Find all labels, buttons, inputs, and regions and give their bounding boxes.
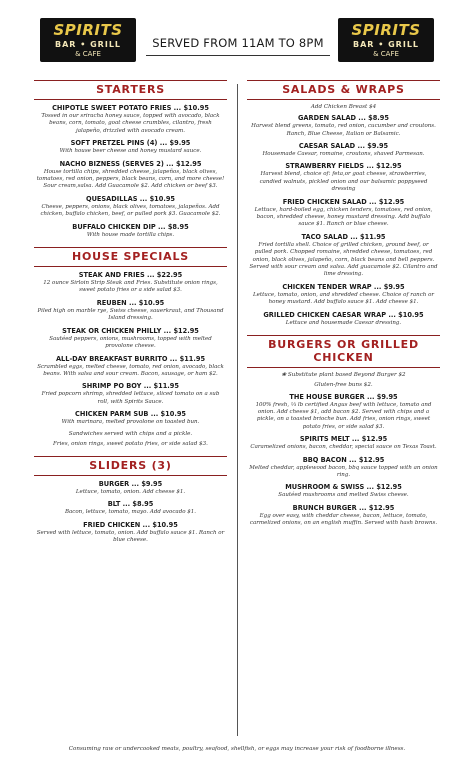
section-heading: STARTERS xyxy=(34,80,227,100)
menu-item-name-price: BLT ... $8.95 xyxy=(107,500,154,509)
menu-item-name-price: ALL-DAY BREAKFAST BURRITO ... $11.95 xyxy=(55,354,206,363)
menu-section-burgers-or-grilled-chicken xyxy=(249,335,438,527)
menu-item xyxy=(36,104,225,135)
menu-item-description: Piled high on marble rye, Swiss cheese, sauerkraut, and Thousand Island dressing. xyxy=(37,307,224,322)
menu-item xyxy=(249,114,438,138)
spirits-logo-right xyxy=(338,18,434,62)
menu-section-house-specials xyxy=(36,247,225,448)
menu-item xyxy=(36,480,225,496)
menu-item xyxy=(249,435,438,451)
menu-item-description: Served with lettuce, tomato, onion. Add buffalo sauce $1. Ranch or blue cheese. xyxy=(36,529,225,544)
logo-line-1: SPIRITS xyxy=(351,21,421,39)
menu-item xyxy=(249,283,438,307)
spirits-logo-left xyxy=(40,18,136,62)
menu-item-description: Lettuce, hard-boiled egg, chicken tenders, tomatoes, red onion, bacon, shredded cheese, honey mustard dressing. Add buffalo sauce $1. Ranch or blue cheese. xyxy=(254,206,433,228)
section-heading: BURGERS OR GRILLED CHICKEN xyxy=(247,335,440,368)
served-hours: SERVED FROM 11AM TO 8PM xyxy=(152,36,324,50)
menu-section-starters xyxy=(36,80,225,239)
menu-item-description: Sautéed peppers, onions, mushrooms, topped with melted provolone cheese. xyxy=(49,335,212,350)
menu-item xyxy=(249,311,438,327)
section-note: Fries, onion rings, sweet potato fries, or side salad $3. xyxy=(53,440,208,447)
menu-item-description: Fried popcorn shrimp, shredded lettuce, sliced tomato on a sub roll, with Spirits Sauce. xyxy=(41,391,220,405)
menu-item xyxy=(36,327,225,351)
section-note: Sandwiches served with chips and a pickle. xyxy=(68,430,193,437)
menu-item-name-price: NACHO BIZNESS (SERVES 2) ... $12.95 xyxy=(59,159,202,168)
menu-item-description: 12 ounce Sirloin Strip Steak and Fries. Substitute onion rings, sweet potato fries or a side salad $3. xyxy=(43,280,218,294)
menu-item-name-price: MUSHROOM & SWISS ... $12.95 xyxy=(285,483,402,492)
menu-item-description: Fried tortilla shell. Choice of grilled chicken, ground beef, or pulled pork. Chopped romaine, shredded cheese, tomatoes, red onion, black olives, jalapeño, corn, black beans and bell peppers. Served with sour cream and salsa. Add guacamole $2. Cilantro and lime dressing. xyxy=(249,241,438,278)
section-note: ❀ Substitute plant based Beyond Burger $2 xyxy=(281,372,406,379)
menu-column-right xyxy=(249,80,438,536)
menu-item-name-price: FRIED CHICKEN SALAD ... $12.95 xyxy=(282,197,405,206)
menu-item-name-price: GRILLED CHICKEN CAESAR WRAP ... $10.95 xyxy=(263,310,424,319)
menu-item-name-price: SPIRITS MELT ... $12.95 xyxy=(299,435,388,444)
menu-item-description: Harvest blend greens, tomato, red onion, cucumber and croutons. Ranch, Blue Cheese, Italian or Balsamic. xyxy=(251,123,436,137)
menu-item xyxy=(249,198,438,229)
logo-line-2: BAR • GRILL xyxy=(352,40,420,49)
menu-item xyxy=(36,500,225,516)
section-note: Gluten-free buns $2. xyxy=(314,382,373,389)
menu-item-name-price: BBQ BACON ... $12.95 xyxy=(302,455,385,464)
menu-item-name-price: STRAWBERRY FIELDS ... $12.95 xyxy=(285,162,402,171)
menu-item-description: Melted cheddar, applewood bacon, bbq sauce topped with an onion ring. xyxy=(249,464,438,478)
menu-item-description: Scrambled eggs, melted cheese, tomato, red onion, avocado, black beans. With salsa and sour cream. Bacon, sausage, or ham $2. xyxy=(37,363,224,377)
menu-item-description: Egg over easy, with cheddar cheese, bacon, lettuce, tomato, carmelized onions, on an english muffin. Served with hash browns. xyxy=(249,512,438,527)
menu-item-description: Sautéed mushrooms and melted Swiss cheese. xyxy=(278,492,409,499)
menu-item-name-price: CHICKEN PARM SUB ... $10.95 xyxy=(74,410,187,419)
menu-item xyxy=(249,483,438,499)
menu-item-description: Harvest blend, choice of: feta,or goat cheese, strawberries, candied walnuts, pickled onion and our balsamic poppyseed dressing xyxy=(259,171,428,193)
menu-item-name-price: BURGER ... $9.95 xyxy=(98,479,163,488)
menu-item-name-price: CAESAR SALAD ... $9.95 xyxy=(298,142,389,151)
menu-section-sliders-3 xyxy=(36,456,225,545)
menu-item xyxy=(249,233,438,279)
menu-item xyxy=(36,355,225,379)
menu-item-description: With marinara, melted provolone on toasted bun. xyxy=(61,419,200,426)
menu-item-description: Housemade Caesar, romaine, croutons, shaved Parmesan. xyxy=(262,151,425,158)
column-divider xyxy=(237,84,238,736)
menu-item xyxy=(36,139,225,155)
menu-item-name-price: FRIED CHICKEN ... $10.95 xyxy=(83,520,178,529)
menu-item-description: With house beer cheese and honey mustard sauce. xyxy=(59,148,202,155)
section-heading: SLIDERS (3) xyxy=(34,456,227,476)
logo-line-2: BAR • GRILL xyxy=(54,40,122,49)
menu-item-name-price: TACO SALAD ... $11.95 xyxy=(301,232,386,241)
menu-item-description: 100% fresh, ⅓ lb certified Angus beef with lettuce, tomato and onion. Add cheese $1, add bacon $2. Served with chips and a pickle, on a toasted brioche bun. Add fries, onion rings, sweet potato fries, or side salad $3. xyxy=(255,401,432,430)
menu-item-name-price: CHIPOTLE SWEET POTATO FRIES ... $10.95 xyxy=(52,104,209,112)
menu-item-description: Lettuce, tomato, onion. Add cheese $1. xyxy=(75,488,186,495)
menu-item xyxy=(36,410,225,426)
served-underline xyxy=(146,55,330,56)
menu-section-salads-wraps xyxy=(249,80,438,327)
menu-item-description: Cheese, peppers, onions, black olives, tomatoes, jalapeños. Add chicken, buffalo chicken, beef, or pulled pork $3. Guacamole $2. xyxy=(40,203,221,218)
menu-item-name-price: GARDEN SALAD ... $8.95 xyxy=(298,114,389,123)
section-heading: HOUSE SPECIALS xyxy=(34,247,227,267)
menu-item xyxy=(36,195,225,219)
section-heading: SALADS & WRAPS xyxy=(247,80,440,100)
menu-item-name-price: CHICKEN TENDER WRAP ... $9.95 xyxy=(282,282,405,291)
menu-item-name-price: REUBEN ... $10.95 xyxy=(96,298,165,307)
logo-line-3: & CAFE xyxy=(75,50,101,58)
menu-item-name-price: THE HOUSE BURGER ... $9.95 xyxy=(289,392,398,401)
menu-item-description: House tortilla chips, shredded cheese, jalapeños, black olives, tomatoes, red onion, peppers, black beans, corn, and more cheese! Sour cream,salsa. Add Guacamole $2. Add chicken or beef $3. xyxy=(36,168,225,190)
menu-item-description: Lettuce, tomato, onion, and shredded cheese. Choice of ranch or honey mustard. Add buffalo sauce $1. Add cheese $1. xyxy=(252,291,435,306)
menu-item xyxy=(36,299,225,323)
food-safety-disclaimer: Consuming raw or undercooked meats, poultry, seafood, shellfish, or eggs may increase your risk of foodborne illness. xyxy=(68,746,406,752)
menu-item xyxy=(36,223,225,239)
menu-item-name-price: QUESADILLAS ... $10.95 xyxy=(85,194,176,203)
menu-header xyxy=(0,0,474,78)
menu-item xyxy=(36,521,225,545)
menu-item-description: With house made tortilla chips. xyxy=(86,231,175,238)
logo-line-3: & CAFE xyxy=(373,50,399,58)
logo-line-1: SPIRITS xyxy=(53,21,123,39)
menu-item-name-price: STEAK AND FRIES ... $22.95 xyxy=(78,271,183,280)
menu-item-description: Tossed in our sriracha honey sauce, topped with avocado, black beans, corn, tomato, goat cheese crumbles, cilantro, fresh jalapeño, drizzled with avocado cream. xyxy=(41,113,220,134)
menu-item-name-price: BUFFALO CHICKEN DIP ... $8.95 xyxy=(72,222,189,231)
menu-item-description: Lettuce and housemade Caesar dressing. xyxy=(285,319,402,326)
menu-item-description: Bacon, lettuce, tomato, mayo. Add avocado $1. xyxy=(64,509,197,516)
menu-item-name-price: BRUNCH BURGER ... $12.95 xyxy=(292,503,395,512)
menu-item-description: Caramelized onions, bacon, cheddar, special sauce on Texas Toast. xyxy=(250,444,437,451)
menu-item-name-price: STEAK OR CHICKEN PHILLY ... $12.95 xyxy=(62,326,199,335)
menu-item xyxy=(249,162,438,193)
menu-item xyxy=(249,504,438,528)
menu-item-name-price: SHRIMP PO BOY ... $11.95 xyxy=(82,382,179,391)
menu-item xyxy=(36,382,225,406)
menu-item xyxy=(36,160,225,191)
menu-item xyxy=(249,393,438,432)
menu-item xyxy=(249,456,438,480)
menu-item xyxy=(36,271,225,295)
menu-item-name-price: SOFT PRETZEL PINS (4) ... $9.95 xyxy=(70,139,191,148)
menu-item xyxy=(249,142,438,158)
menu-column-left xyxy=(36,80,225,553)
section-note: Add Chicken Breast $4 xyxy=(310,104,377,110)
